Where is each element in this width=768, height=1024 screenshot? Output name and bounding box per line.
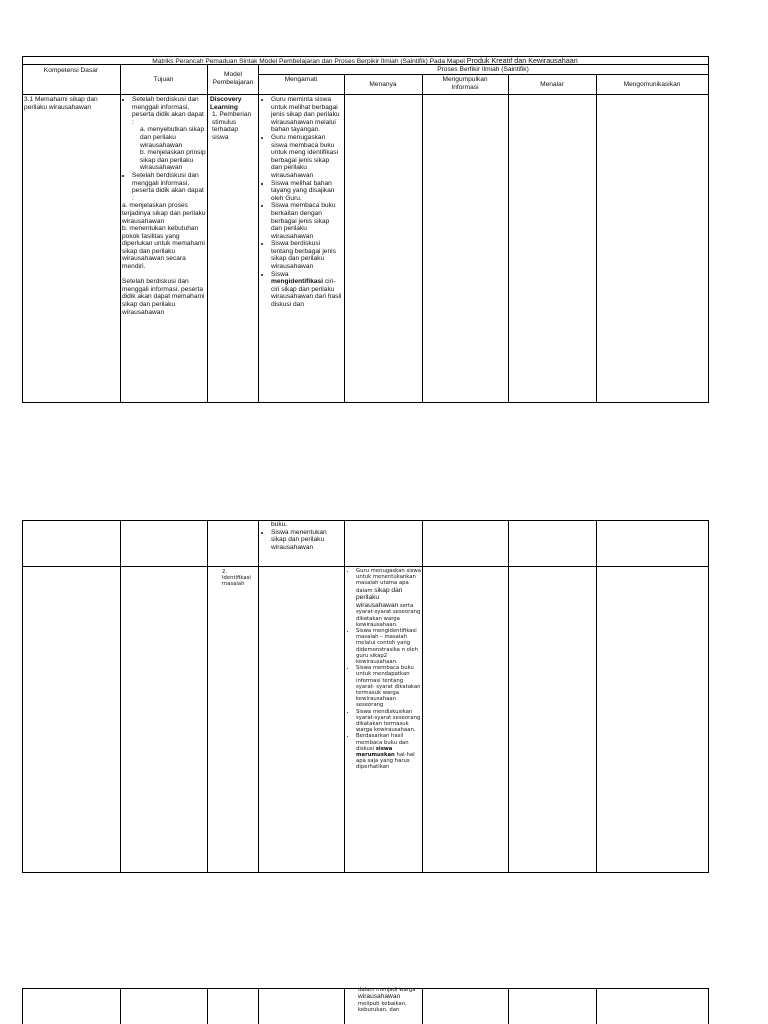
p2-col-line-5 xyxy=(422,520,423,873)
p2-col-line-7 xyxy=(596,520,597,873)
tujuan-paragraph-3: Setelah berdiskusi dan menggali informasi, peserta didik akan dapat memahami sikap dan perilaku wirausahawan xyxy=(122,278,205,316)
p3-menanya-cell: dalam menjadi warga wirausahawan meliputi kebaikan, keburukan, dan xyxy=(358,987,416,1013)
header-mengamati: Mengamati xyxy=(284,76,318,83)
p2-menanya-cell xyxy=(346,568,421,771)
col-line-2 xyxy=(207,64,208,403)
p3-col-line-4 xyxy=(344,988,345,1024)
header-mengumpulkan: Mengumpulkan Informasi xyxy=(442,76,488,91)
p2-border-top xyxy=(22,520,709,521)
mengamati-item-2: • Guru menugaskan siswa membaca buku untuk meng identifikasi berbagai jenis sikap dan perilaku wirausahawan xyxy=(271,134,342,180)
table-title-subject: Produk Kreatif dan Kewirausahaan xyxy=(466,56,578,65)
mengamati-item-3: • Siswa melihat bahan tayang yang disajikan oleh Guru. xyxy=(271,180,342,203)
p3-col-line-3 xyxy=(258,988,259,1024)
header-menalar: Menalar xyxy=(540,81,564,88)
p3-col-line-7 xyxy=(596,988,597,1024)
p3-col-line-6 xyxy=(508,988,509,1024)
mengamati-item-1: • Guru meminta siswa untuk melihat berbagai jenis sikap dan perilaku wirausahawan melalui bahan tayangan. xyxy=(271,96,342,134)
p2-col-line-3 xyxy=(258,520,259,873)
col-line-7 xyxy=(596,74,597,403)
p2-col-line-8 xyxy=(708,520,709,873)
tujuan-bullet-2: • Setelah berdiskusi dan menggali informasi, peserta didik akan dapat : xyxy=(132,172,206,202)
col-line-6 xyxy=(508,74,509,403)
model-title: Discovery Learning xyxy=(210,96,242,111)
p2-col-line-0 xyxy=(22,520,23,873)
p2-mengamati-cell xyxy=(261,521,342,551)
header-mengomunikasikan: Mengomunikasikan xyxy=(623,81,681,88)
table-title-prefix: Matriks Perancah Pemaduan Sintak Model Pembelajaran dan Proses Berpikir Ilmiah (Saintifik) Pada Mapel xyxy=(152,58,467,65)
p3-col-line-5 xyxy=(422,988,423,1024)
page-3 xyxy=(0,980,768,1024)
tujuan-item-a1: a. menyebutkan sikap dan perilaku wirausahawan xyxy=(140,126,205,149)
header-row-line xyxy=(22,94,709,95)
header-tujuan: Tujuan xyxy=(153,76,174,83)
p2-menanya-item-5: • Berdasarkan hasil membaca buku dan diskusi siswa merumuskan hal-hal apa saja yang harus diperhatikan xyxy=(356,733,421,770)
p2-row-line xyxy=(22,566,709,567)
page-1 xyxy=(0,0,768,410)
p2-mengamati-item: • Siswa menentukan sikap dan perilaku wirausahawan xyxy=(271,529,342,552)
p2-menanya-item-1: • Guru menugaskan siswa untuk menentukankan masalah utama apa dalam sikap dan perilaku wirausahawan serta syarat-syarat seseorang dikatakan warga kewirausahaan. xyxy=(356,568,421,628)
tujuan-item-a2: a. menjelaskan proses terjadinya sikap dan perilaku wirausahawan xyxy=(122,202,206,225)
table-title xyxy=(22,57,708,66)
mengamati-cell xyxy=(261,96,342,309)
header-kompetensi: Kompetensi Dasar xyxy=(43,67,99,74)
p3-col-line-0 xyxy=(22,988,23,1024)
model-step-1: 1. Pemberian stimulus terhadap siswa xyxy=(212,111,252,141)
p2-menanya-item-2: • Siswa mengidentifikasi masalah – masalah melalui contoh yang didemonstrasika n oleh guru sikap2 kewirausahaan. xyxy=(356,628,421,665)
p2-border-bottom xyxy=(22,872,709,873)
p2-col-line-2 xyxy=(207,520,208,873)
col-line-0 xyxy=(22,56,23,403)
p2-col-line-1 xyxy=(120,520,121,873)
header-proses: Proses Berfikir Ilmiah (Saintifik) xyxy=(437,66,529,73)
tujuan-item-b1: b. menjelaskan prinsip sikap dan perilaku wirausahawan xyxy=(140,149,206,172)
proses-row-line xyxy=(258,74,709,75)
p2-col-line-4 xyxy=(344,520,345,873)
p2-model-step-2: 2. Identifikasi masalah xyxy=(222,569,251,588)
p2-menanya-item-3: • Siswa membaca buku untuk mendapatkan informasi tentang syarat- syarat dikatakan termasuk warga kewirausahaan seseorang xyxy=(356,665,421,708)
tujuan-cell xyxy=(122,96,206,316)
p2-col-line-6 xyxy=(508,520,509,873)
kompetensi-cell: 3.1 Memahami sikap dan perilaku wirausahawan xyxy=(24,96,98,111)
col-line-1 xyxy=(120,64,121,403)
p3-col-line-1 xyxy=(120,988,121,1024)
p3-col-line-8 xyxy=(708,988,709,1024)
mengamati-item-6: • Siswa mengidentifikasi ciri-ciri sikap dan perilaku wirausahawan dari hasil diskusi dan xyxy=(271,271,342,309)
header-menanya: Menanya xyxy=(369,81,397,88)
col-line-3 xyxy=(258,64,259,403)
col-line-4 xyxy=(344,74,345,403)
p2-menanya-item-4: • Siswa mendiskusikan syarat-syarat seseorang dikatakan termasuk warga kewirausahaan. xyxy=(356,709,421,734)
tujuan-bullet-1: • Setelah berdiskusi dan menggali informasi, peserta didik akan dapat : a. menyebutkan sikap dan perilaku wirausahawan b. menjelaskan prinsip sikap dan perilaku wirausahawan xyxy=(132,96,206,172)
p3-col-line-2 xyxy=(207,988,208,1024)
tujuan-item-b2: b. menentukan kebutuhan pokok fasilitas yang diperlukan untuk memahami sikap dan perilaku wirausahawan secara mendiri. xyxy=(122,225,205,271)
col-line-5 xyxy=(422,74,423,403)
table-border-bottom xyxy=(22,402,709,403)
model-cell xyxy=(210,96,256,142)
col-line-8 xyxy=(708,56,709,403)
mengamati-item-4: • Siswa membaca buku berkaitan dengan berbagai jenis sikap dan perilaku wirausahawan xyxy=(271,202,342,240)
p2-mengamati-cont: buku. xyxy=(271,521,288,528)
page-2 xyxy=(0,512,768,882)
header-model: Model Pembelajaran xyxy=(212,71,254,86)
mengamati-item-5: • Siswa berdiskusi tentang berbagai jenis sikap dan perilaku wirausahawan xyxy=(271,240,342,270)
